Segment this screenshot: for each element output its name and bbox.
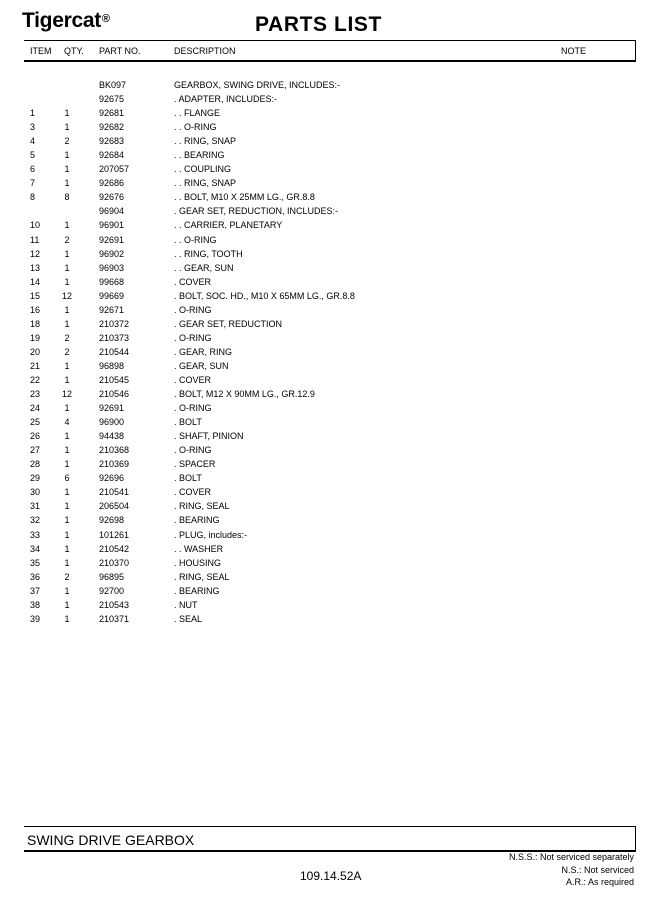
description-cell: . COVER [174, 276, 212, 287]
item-cell: 19 [30, 332, 41, 343]
qty-cell: 1 [64, 108, 70, 119]
qty-cell: 2 [64, 234, 70, 245]
description-cell: . . GEAR, SUN [174, 262, 234, 273]
part-number-cell: 210546 [99, 389, 130, 400]
legend-ns: N.S.: Not serviced [561, 865, 634, 875]
qty-cell: 1 [64, 529, 70, 540]
page-number: 109.14.52A [300, 869, 362, 883]
part-number-cell: 96895 [99, 571, 125, 582]
description-cell: . PLUG, includes:- [174, 529, 248, 540]
part-number-cell: 99669 [99, 290, 125, 301]
part-number-cell: 96901 [99, 220, 125, 231]
parts-table-body [0, 79, 650, 627]
table-row [0, 163, 650, 177]
qty-cell: 4 [64, 417, 70, 428]
part-number-cell: BK097 [99, 80, 127, 90]
item-cell: 26 [30, 431, 41, 442]
qty-cell: 2 [64, 346, 70, 357]
table-row [0, 599, 650, 613]
qty-cell: 1 [64, 276, 70, 287]
description-cell: . BOLT, SOC. HD., M10 X 65MM LG., GR.8.8 [174, 290, 355, 301]
item-cell: 28 [30, 459, 41, 470]
part-number-cell: 92671 [99, 304, 125, 315]
legend-nss: N.S.S.: Not serviced separately [508, 852, 634, 862]
brand-name: Tigercat [22, 9, 101, 32]
part-number-cell: 210541 [99, 487, 130, 498]
description-cell: . . RING, TOOTH [174, 248, 243, 259]
item-cell: 12 [30, 248, 41, 259]
table-row [0, 219, 650, 233]
table-row [0, 402, 650, 416]
description-cell: . . RING, SNAP [174, 178, 237, 189]
description-cell: . . WASHER [174, 543, 224, 554]
description-cell: . BEARING [174, 585, 220, 596]
item-cell: 38 [30, 599, 41, 610]
table-row [0, 458, 650, 472]
part-number-cell: 92682 [99, 122, 125, 133]
document-title: PARTS LIST [255, 13, 382, 36]
item-cell: 4 [30, 136, 36, 147]
description-cell: . ADAPTER, INCLUDES:- [174, 94, 278, 105]
part-number-cell: 206504 [99, 501, 130, 512]
part-number-cell: 101261 [99, 529, 130, 540]
table-row [0, 191, 650, 205]
item-cell: 23 [30, 389, 41, 400]
item-cell: 18 [30, 318, 41, 329]
qty-cell: 2 [64, 136, 70, 147]
item-cell: 21 [30, 360, 41, 371]
part-number-cell: 92698 [99, 515, 125, 526]
item-cell: 30 [30, 487, 41, 498]
qty-cell: 1 [64, 178, 70, 189]
description-cell: . GEAR, RING [174, 346, 233, 357]
qty-cell: 1 [64, 445, 70, 456]
part-number-cell: 92675 [99, 94, 125, 105]
table-row [0, 585, 650, 599]
qty-cell: 1 [64, 374, 70, 385]
part-number-cell: 92686 [99, 178, 125, 189]
table-row [0, 107, 650, 121]
part-number-cell: 210373 [99, 332, 130, 343]
qty-cell: 1 [64, 613, 70, 624]
qty-cell: 1 [64, 150, 70, 161]
description-cell: . O-RING [174, 445, 212, 456]
item-cell: 11 [30, 234, 40, 245]
description-cell: . O-RING [174, 403, 212, 414]
item-cell: 29 [30, 473, 41, 484]
table-row [0, 318, 650, 332]
qty-cell: 1 [64, 220, 70, 231]
description-cell: . . O-RING [174, 234, 217, 245]
table-row [0, 529, 650, 543]
part-number-cell: 92691 [99, 403, 125, 414]
description-cell: . SHAFT, PINION [174, 431, 244, 442]
column-header-description: DESCRIPTION [174, 46, 236, 56]
item-cell: 22 [30, 374, 41, 385]
item-cell: 36 [30, 571, 41, 582]
part-number-cell: 210543 [99, 599, 130, 610]
part-number-cell: 92696 [99, 473, 125, 484]
table-row [0, 248, 650, 262]
table-row [0, 304, 650, 318]
table-row [0, 500, 650, 514]
item-cell: 25 [30, 417, 41, 428]
part-number-cell: 94438 [99, 431, 125, 442]
description-cell: . BEARING [174, 515, 220, 526]
table-row [0, 346, 650, 360]
item-cell: 14 [30, 276, 41, 287]
qty-cell: 2 [64, 332, 70, 343]
qty-cell: 1 [64, 431, 70, 442]
header-divider [24, 60, 636, 62]
item-cell: 31 [30, 501, 41, 512]
description-cell: . . O-RING [174, 122, 217, 133]
table-row [0, 79, 650, 93]
part-number-cell: 96898 [99, 360, 125, 371]
description-cell: . O-RING [174, 332, 212, 343]
table-row [0, 262, 650, 276]
qty-cell: 1 [64, 515, 70, 526]
item-cell: 8 [30, 192, 36, 203]
column-header-note: NOTE [561, 46, 587, 56]
qty-cell: 1 [64, 543, 70, 554]
qty-cell: 12 [61, 389, 72, 400]
qty-cell: 8 [64, 192, 70, 203]
table-row [0, 613, 650, 627]
part-number-cell: 92683 [99, 136, 125, 147]
qty-cell: 1 [64, 318, 70, 329]
table-row [0, 135, 650, 149]
part-number-cell: 92681 [99, 108, 125, 119]
description-cell: . GEAR, SUN [174, 360, 229, 371]
part-number-cell: 96902 [99, 248, 125, 259]
part-number-cell: 210545 [99, 374, 130, 385]
item-cell: 39 [30, 613, 41, 624]
section-title-box [24, 826, 636, 852]
item-cell: 3 [30, 122, 36, 133]
description-cell: . . FLANGE [174, 108, 221, 119]
table-row [0, 276, 650, 290]
qty-cell: 2 [64, 571, 70, 582]
description-cell: . COVER [174, 487, 212, 498]
table-row [0, 557, 650, 571]
part-number-cell: 92700 [99, 585, 125, 596]
description-cell: . HOUSING [174, 557, 222, 568]
part-number-cell: 210370 [99, 557, 130, 568]
part-number-cell: 210368 [99, 445, 130, 456]
item-cell: 24 [30, 403, 41, 414]
part-number-cell: 210369 [99, 459, 130, 470]
description-cell: . . COUPLING [174, 164, 232, 175]
table-row [0, 332, 650, 346]
description-cell: . RING, SEAL [174, 571, 230, 582]
qty-cell: 1 [64, 248, 70, 259]
description-cell: GEARBOX, SWING DRIVE, INCLUDES:- [174, 80, 341, 90]
qty-cell: 1 [64, 501, 70, 512]
qty-cell: 1 [64, 360, 70, 371]
table-row [0, 430, 650, 444]
description-cell: . COVER [174, 374, 212, 385]
part-number-cell: 210544 [99, 346, 130, 357]
table-row [0, 234, 650, 248]
description-cell: . GEAR SET, REDUCTION [174, 318, 283, 329]
registered-mark: ® [101, 13, 110, 25]
item-cell: 1 [30, 108, 36, 119]
description-cell: . SPACER [174, 459, 216, 470]
item-cell: 35 [30, 557, 41, 568]
item-cell: 15 [30, 290, 41, 301]
part-number-cell: 96903 [99, 262, 125, 273]
qty-cell: 12 [61, 290, 72, 301]
qty-cell: 1 [64, 459, 70, 470]
description-cell: . BOLT, M12 X 90MM LG., GR.12.9 [174, 389, 315, 400]
part-number-cell: 210542 [99, 543, 130, 554]
item-cell: 32 [30, 515, 41, 526]
table-row [0, 205, 650, 219]
table-row [0, 149, 650, 163]
table-row [0, 543, 650, 557]
item-cell: 20 [30, 346, 41, 357]
item-cell: 34 [30, 543, 41, 554]
item-cell: 5 [30, 150, 36, 161]
item-cell: 6 [30, 164, 36, 175]
section-title: SWING DRIVE GEARBOX [27, 832, 195, 848]
qty-cell: 1 [64, 403, 70, 414]
item-cell: 13 [30, 262, 41, 273]
description-cell: . . RING, SNAP [174, 136, 237, 147]
table-row [0, 374, 650, 388]
qty-cell: 1 [64, 122, 70, 133]
description-cell: . BOLT [174, 417, 202, 428]
item-cell: 27 [30, 445, 41, 456]
table-row [0, 290, 650, 304]
table-row [0, 571, 650, 585]
item-cell: 10 [30, 220, 41, 231]
description-cell: . SEAL [174, 613, 203, 624]
table-row [0, 177, 650, 191]
qty-cell: 1 [64, 599, 70, 610]
description-cell: . . BEARING [174, 150, 225, 161]
qty-cell: 1 [64, 164, 70, 175]
part-number-cell: 92684 [99, 150, 125, 161]
item-cell: 7 [30, 178, 36, 189]
part-number-cell: 92691 [99, 234, 125, 245]
part-number-cell: 96904 [99, 206, 125, 217]
table-row [0, 93, 650, 107]
column-header-qty: QTY. [64, 46, 84, 56]
qty-cell: 1 [64, 304, 70, 315]
item-cell: 16 [30, 304, 41, 315]
description-cell: . . BOLT, M10 X 25MM LG., GR.8.8 [174, 192, 315, 203]
table-row [0, 388, 650, 402]
table-row [0, 444, 650, 458]
description-cell: . RING, SEAL [174, 501, 230, 512]
qty-cell: 1 [64, 262, 70, 273]
qty-cell: 1 [64, 585, 70, 596]
table-row [0, 472, 650, 486]
column-header-item: ITEM [30, 46, 52, 56]
brand-logo [22, 8, 110, 34]
table-row [0, 360, 650, 374]
part-number-cell: 207057 [99, 164, 130, 175]
part-number-cell: 99668 [99, 276, 125, 287]
column-header-part-no: PART NO. [99, 46, 141, 56]
description-cell: . NUT [174, 599, 198, 610]
description-cell: . GEAR SET, REDUCTION, INCLUDES:- [174, 206, 339, 217]
item-cell: 37 [30, 585, 41, 596]
description-cell: . . CARRIER, PLANETARY [174, 220, 283, 231]
part-number-cell: 92676 [99, 192, 125, 203]
qty-cell: 1 [64, 557, 70, 568]
table-row [0, 486, 650, 500]
description-cell: . BOLT [174, 473, 202, 484]
part-number-cell: 96900 [99, 417, 125, 428]
part-number-cell: 210372 [99, 318, 130, 329]
table-row [0, 416, 650, 430]
legend-ar: A.R.: As required [565, 877, 634, 887]
table-row [0, 121, 650, 135]
qty-cell: 1 [64, 487, 70, 498]
qty-cell: 6 [64, 473, 70, 484]
table-row [0, 514, 650, 528]
part-number-cell: 210371 [99, 613, 130, 624]
description-cell: . O-RING [174, 304, 212, 315]
item-cell: 33 [30, 529, 41, 540]
